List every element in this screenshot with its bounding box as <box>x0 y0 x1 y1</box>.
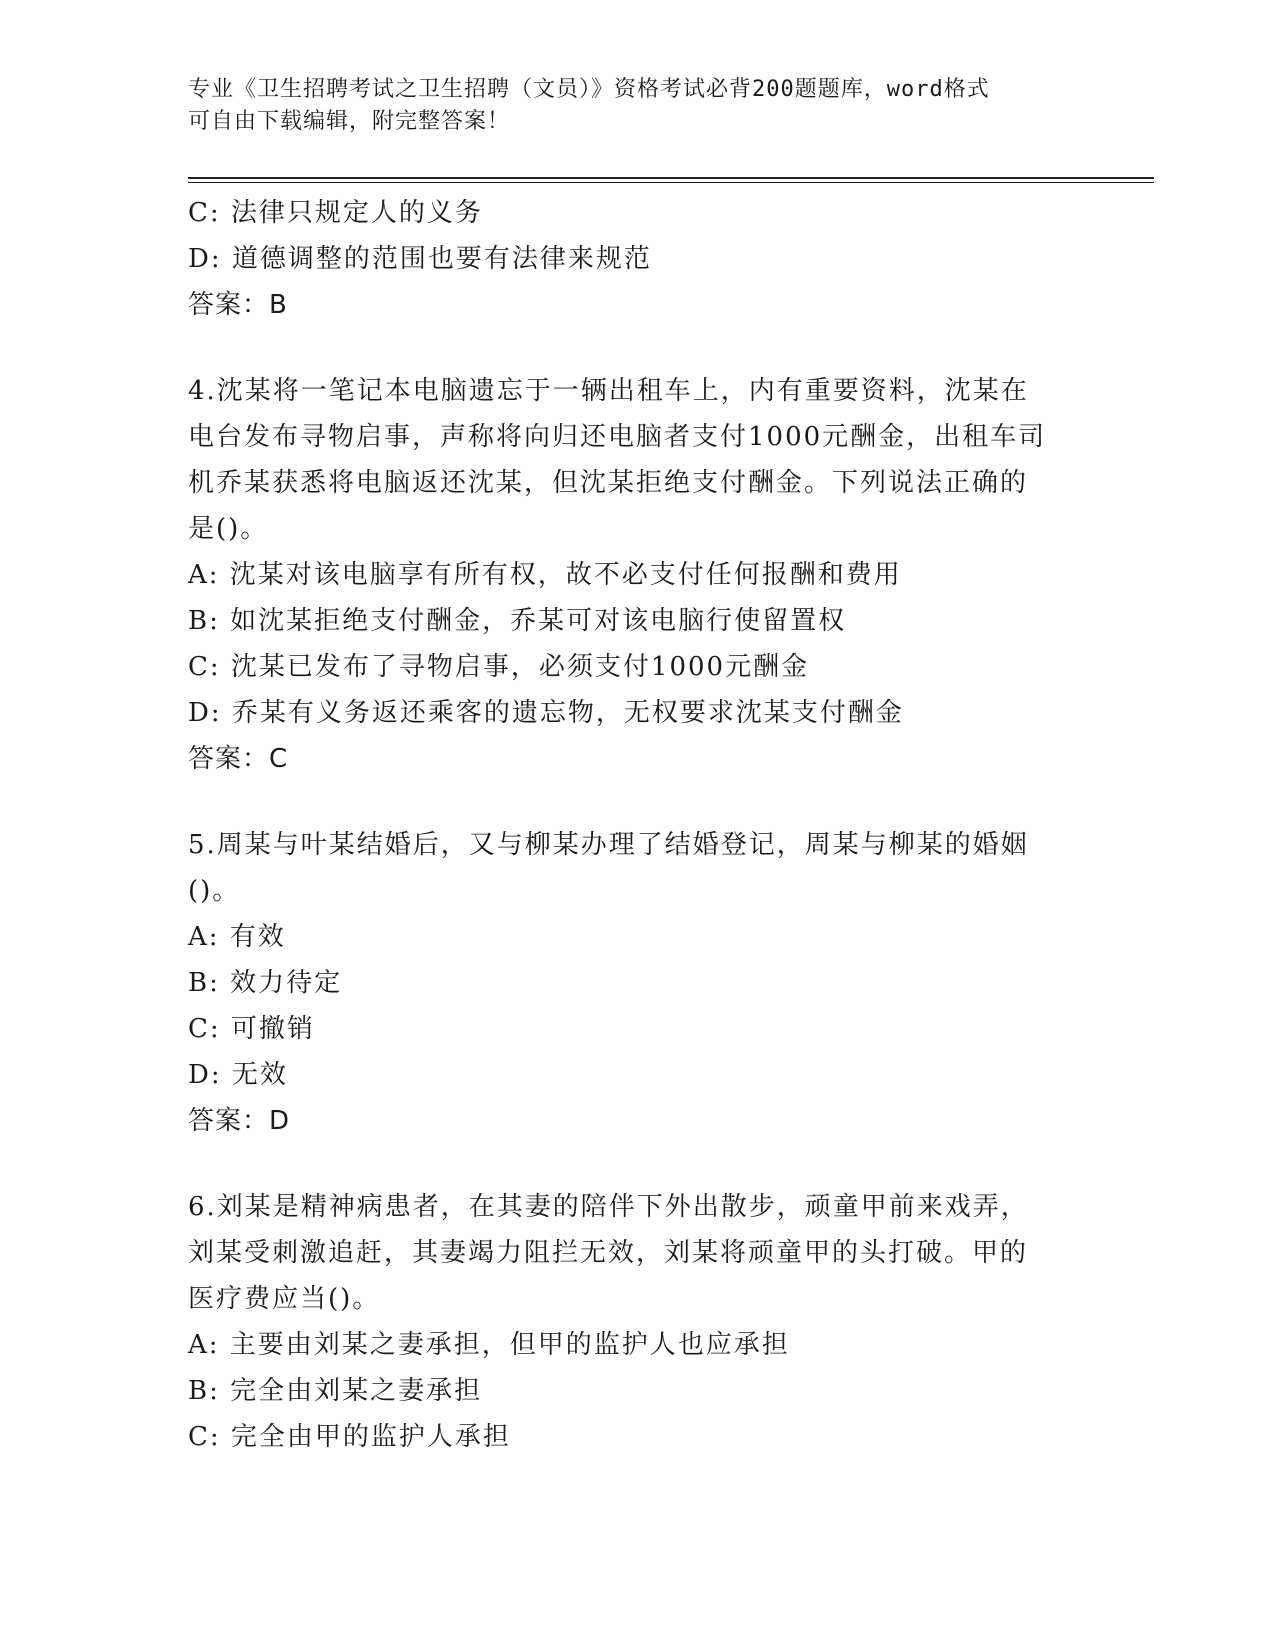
q5-option-d: D: 无效 <box>188 1060 288 1090</box>
spacer <box>188 328 1088 368</box>
q5-stem-line-2: ()。 <box>188 876 241 906</box>
q4-option-c: C: 沈某已发布了寻物启事，必须支付1000元酬金 <box>188 652 810 682</box>
question-5 <box>188 822 1088 1144</box>
spacer <box>188 1144 1088 1184</box>
q3-option-d: D: 道德调整的范围也要有法律来规范 <box>188 244 652 274</box>
q6-option-a: A: 主要由刘某之妻承担，但甲的监护人也应承担 <box>188 1330 790 1360</box>
header-divider-thin <box>188 182 1154 183</box>
document-header <box>188 74 1068 138</box>
spacer <box>188 782 1088 822</box>
q4-stem-line-3: 机乔某获悉将电脑返还沈某，但沈某拒绝支付酬金。下列说法正确的 <box>188 468 1029 498</box>
q6-stem-line-3: 医疗费应当()。 <box>188 1284 381 1314</box>
question-3-tail <box>188 190 1088 328</box>
q3-option-c: C: 法律只规定人的义务 <box>188 198 483 228</box>
header-title-line-1: 专业《卫生招聘考试之卫生招聘（文员）》资格考试必背200题题库，word格式 <box>188 77 990 102</box>
question-4 <box>188 368 1088 782</box>
q5-option-c: C: 可撤销 <box>188 1014 315 1044</box>
q5-option-b: B: 效力待定 <box>188 968 343 998</box>
q4-answer: 答案：C <box>188 744 289 774</box>
q5-option-a: A: 有效 <box>188 922 286 952</box>
header-divider-thick <box>188 177 1154 179</box>
header-title-line-2: 可自由下载编辑，附完整答案！ <box>188 109 511 134</box>
q4-stem-line-1: 4.沈某将一笔记本电脑遗忘于一辆出租车上，内有重要资料，沈某在 <box>188 376 1029 406</box>
q4-stem-line-2: 电台发布寻物启事，声称将向归还电脑者支付1000元酬金，出租车司 <box>188 422 1047 452</box>
q5-stem-line-1: 5.周某与叶某结婚后，又与柳某办理了结婚登记，周某与柳某的婚姻 <box>188 830 1029 860</box>
q3-answer: 答案：B <box>188 290 288 320</box>
q4-option-b: B: 如沈某拒绝支付酬金，乔某可对该电脑行使留置权 <box>188 606 847 636</box>
q5-answer: 答案：D <box>188 1106 291 1136</box>
q4-option-d: D: 乔某有义务返还乘客的遗忘物，无权要求沈某支付酬金 <box>188 698 904 728</box>
q6-stem-line-2: 刘某受刺激追赶，其妻竭力阻拦无效，刘某将顽童甲的头打破。甲的 <box>188 1238 1029 1268</box>
q4-option-a: A: 沈某对该电脑享有所有权，故不必支付任何报酬和费用 <box>188 560 902 590</box>
q6-option-b: B: 完全由刘某之妻承担 <box>188 1376 483 1406</box>
q6-stem-line-1: 6.刘某是精神病患者，在其妻的陪伴下外出散步，顽童甲前来戏弄， <box>188 1192 1029 1222</box>
question-content <box>188 190 1088 1460</box>
question-6 <box>188 1184 1088 1460</box>
q6-option-c: C: 完全由甲的监护人承担 <box>188 1422 511 1452</box>
q4-stem-line-4: 是()。 <box>188 514 269 544</box>
